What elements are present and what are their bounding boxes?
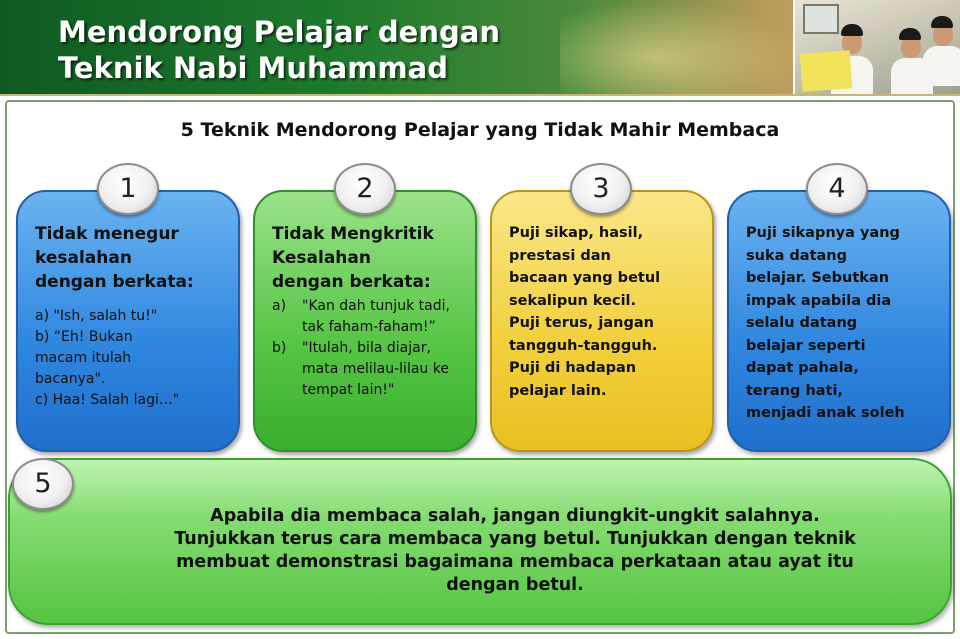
card-heading-line: Kesalahan bbox=[272, 248, 371, 268]
card-text-line: Puji terus, jangan bbox=[509, 315, 654, 331]
technique-card-1 bbox=[16, 190, 240, 452]
card-text-line: pelajar lain. bbox=[509, 382, 607, 399]
title-line-2: Teknik Nabi Muhammad bbox=[58, 51, 448, 85]
number-badge-5: 5 bbox=[12, 458, 74, 510]
card-text-line: bacaan yang betul bbox=[509, 270, 661, 286]
card-heading-line: Tidak menegur bbox=[35, 224, 179, 244]
example-line: macam itulah bbox=[35, 350, 132, 366]
card-heading-line: dengan berkata: bbox=[272, 272, 431, 292]
number-badge-4: 4 bbox=[806, 163, 868, 215]
example-line: bacanya". bbox=[35, 371, 106, 387]
card-text-line: Puji di hadapan bbox=[509, 360, 637, 376]
example-label: b) bbox=[272, 340, 287, 356]
card-1-examples bbox=[35, 306, 228, 411]
card-text-line: Puji sikapnya yang bbox=[746, 225, 900, 241]
example-text: "Kan dah tunjuk tadi, tak faham-faham!” bbox=[302, 298, 450, 335]
card-text-line: suka datang bbox=[746, 247, 848, 264]
page-title bbox=[58, 14, 578, 86]
banner-text-line: membuat demonstrasi bagaimana membaca perkataan atau ayat itu bbox=[176, 552, 854, 572]
card-text-line: menjadi anak soleh bbox=[746, 405, 905, 421]
card-text-line: impak apabila dia bbox=[746, 292, 892, 309]
card-text-line: Puji sikap, hasil, bbox=[509, 225, 644, 241]
card-text-line: terang hati, bbox=[746, 382, 843, 399]
card-text-line: selalu datang bbox=[746, 315, 858, 331]
example-line: a) "Ish, salah tu!" bbox=[35, 308, 158, 324]
card-heading-line: dengan berkata: bbox=[35, 272, 194, 292]
header-decoration bbox=[560, 0, 800, 96]
card-heading-line: Tidak Mengkritik bbox=[272, 224, 434, 244]
header-bar bbox=[0, 0, 960, 96]
number-badge-1: 1 bbox=[97, 163, 159, 215]
card-3-text bbox=[509, 222, 702, 402]
technique-card-4 bbox=[727, 190, 951, 452]
example-text: "Itulah, bila diajar, mata melilau-lilau ke tempat lain!" bbox=[302, 340, 449, 398]
example-item bbox=[272, 296, 465, 338]
photo-student-cap bbox=[841, 24, 863, 36]
card-1-heading bbox=[35, 222, 228, 294]
number-badge-3: 3 bbox=[570, 163, 632, 215]
card-text-line: tangguh-tangguh. bbox=[509, 337, 658, 354]
card-text-line: prestasi dan bbox=[509, 247, 611, 264]
card-text-line: dapat pahala, bbox=[746, 360, 859, 376]
technique-card-3 bbox=[490, 190, 714, 452]
slide-subtitle: 5 Teknik Mendorong Pelajar yang Tidak Mahir Membaca bbox=[180, 119, 780, 141]
example-item bbox=[272, 338, 465, 401]
card-2-heading bbox=[272, 222, 465, 294]
card-2-examples bbox=[272, 296, 465, 401]
card-text-line: sekalipun kecil. bbox=[509, 292, 637, 309]
technique-card-2 bbox=[253, 190, 477, 452]
header-photo bbox=[793, 0, 960, 96]
photo-book bbox=[800, 50, 853, 91]
card-text-line: belajar seperti bbox=[746, 337, 866, 354]
number-badge-2: 2 bbox=[334, 163, 396, 215]
photo-student-cap bbox=[899, 28, 921, 40]
banner-text-line: Apabila dia membaca salah, jangan diungkit-ungkit salahnya. bbox=[210, 506, 820, 526]
card-text-line: belajar. Sebutkan bbox=[746, 270, 890, 286]
photo-student-cap bbox=[931, 16, 953, 28]
example-label: a) bbox=[272, 298, 287, 314]
banner-text-line: Tunjukkan terus cara membaca yang betul. Tunjukkan dengan teknik bbox=[174, 529, 856, 549]
example-line: b) “Eh! Bukan bbox=[35, 329, 133, 345]
example-line: c) Haa! Salah lagi…" bbox=[35, 392, 180, 408]
card-heading-line: kesalahan bbox=[35, 248, 132, 268]
banner-text-line: dengan betul. bbox=[446, 575, 584, 595]
title-line-1: Mendorong Pelajar dengan bbox=[58, 15, 500, 49]
photo-student-body bbox=[923, 46, 960, 86]
card-4-text bbox=[746, 222, 939, 425]
photo-window bbox=[803, 4, 839, 34]
banner-5-text bbox=[80, 505, 950, 597]
